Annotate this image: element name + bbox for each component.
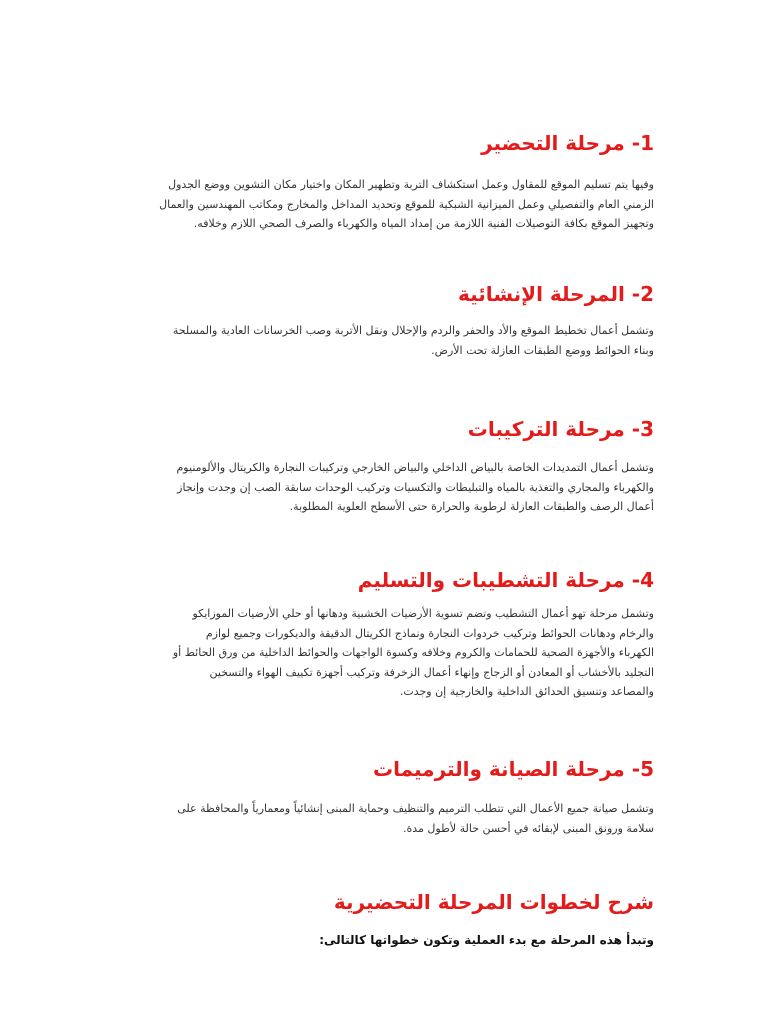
section-3-body xyxy=(110,458,654,517)
body-line: والرخام ودهانات الحوائط وتركيب خردوات النجارة ونماذج الكريتال الدقيقة والديكورات وجميع لوازم xyxy=(205,626,654,640)
section-2-body xyxy=(110,321,654,360)
section-3-title: 3- مرحلة التركيبات xyxy=(467,417,654,441)
body-line: وتجهيز الموقع بكافة التوصيلات الفنية اللازمة من إمداد المياه والكهرباء والصرف الصحي اللازم وخلافه. xyxy=(193,217,654,230)
body-line: وفيها يتم تسليم الموقع للمقاول وعمل استكشاف التربة وتطهير المكان واختيار مكان التشوين ووضع الجدول xyxy=(168,178,654,191)
document-page xyxy=(110,0,654,1024)
intro-text: وتبدأ هذه المرحلة مع بدء العملية وتكون خطواتها كالتالى: xyxy=(319,933,654,947)
body-line: والكهرباء والمجاري والتغذية بالمياه والتبليطات والتكسيات وتركيب الوحدات سابقة الصب إن وجدت وإنجاز xyxy=(177,480,654,494)
body-line: وتشمل أعمال تخطيط الموقع والأد والحفر والردم والإحلال ونقل الأتربة وصب الخرسانات العادية والمسلحة xyxy=(172,324,654,337)
body-line: سلامة ورونق المبنى لإبقائه في أحسن حالة لأطول مدة. xyxy=(403,821,654,835)
body-line: والمصاعد وتنسيق الحدائق الداخلية والخارجية إن وجدت. xyxy=(399,685,654,698)
body-line: وتشمل أعمال التمديدات الخاصة بالبياض الداخلي والبياض الخارجي وتركيبات النجارة والكريتال والألومنيوم xyxy=(176,461,654,474)
body-line: وتشمل صيانة جميع الأعمال التي تتطلب الترميم والتنظيف وحماية المبنى إنشائياً ومعمارياً والمحافظة على xyxy=(177,802,654,815)
section-6-title: شرح لخطوات المرحلة التحضيرية xyxy=(333,890,654,914)
body-line: أعمال الرصف والطبقات العازلة لرطوبة والحرارة حتى الأسطح العلوية المطلوبة. xyxy=(289,500,654,513)
body-line: الزمني العام والتفصيلي وعمل الميزانية الشبكية للموقع وتحديد المداخل والمخارج ومكاتب المهندسين والعمال xyxy=(159,197,654,211)
section-1-title: 1- مرحلة التحضير xyxy=(481,131,654,155)
section-5-body xyxy=(110,799,654,838)
section-1-body xyxy=(110,175,654,234)
section-4-title: 4- مرحلة التشطيبات والتسليم xyxy=(357,568,654,592)
body-line: وتشمل مرحلة تهو أعمال التشطيب وتضم تسوية الأرضيات الخشبية ودهانها أو حلي الأرضيات الموزايكو xyxy=(192,607,654,620)
section-4-body xyxy=(110,604,654,702)
body-line: وبناء الحوائط ووضع الطبقات العازلة تحت الأرض. xyxy=(431,343,654,357)
section-5-title: 5- مرحلة الصيانة والترميمات xyxy=(373,757,654,781)
section-2-title: 2- المرحلة الإنشائية xyxy=(458,282,654,306)
body-line: الكهرباء والأجهزة الصحية للحمامات والكروم وخلافه وكسوة الواجهات والحوائط الداخلية من ورق الحائط أو xyxy=(172,646,654,659)
body-line: التجليد بالأخشاب أو المعادن أو الزجاج وإنهاء أعمال الزخرفة وتركيب أجهزة تكييف الهواء والتسخين xyxy=(209,665,654,679)
